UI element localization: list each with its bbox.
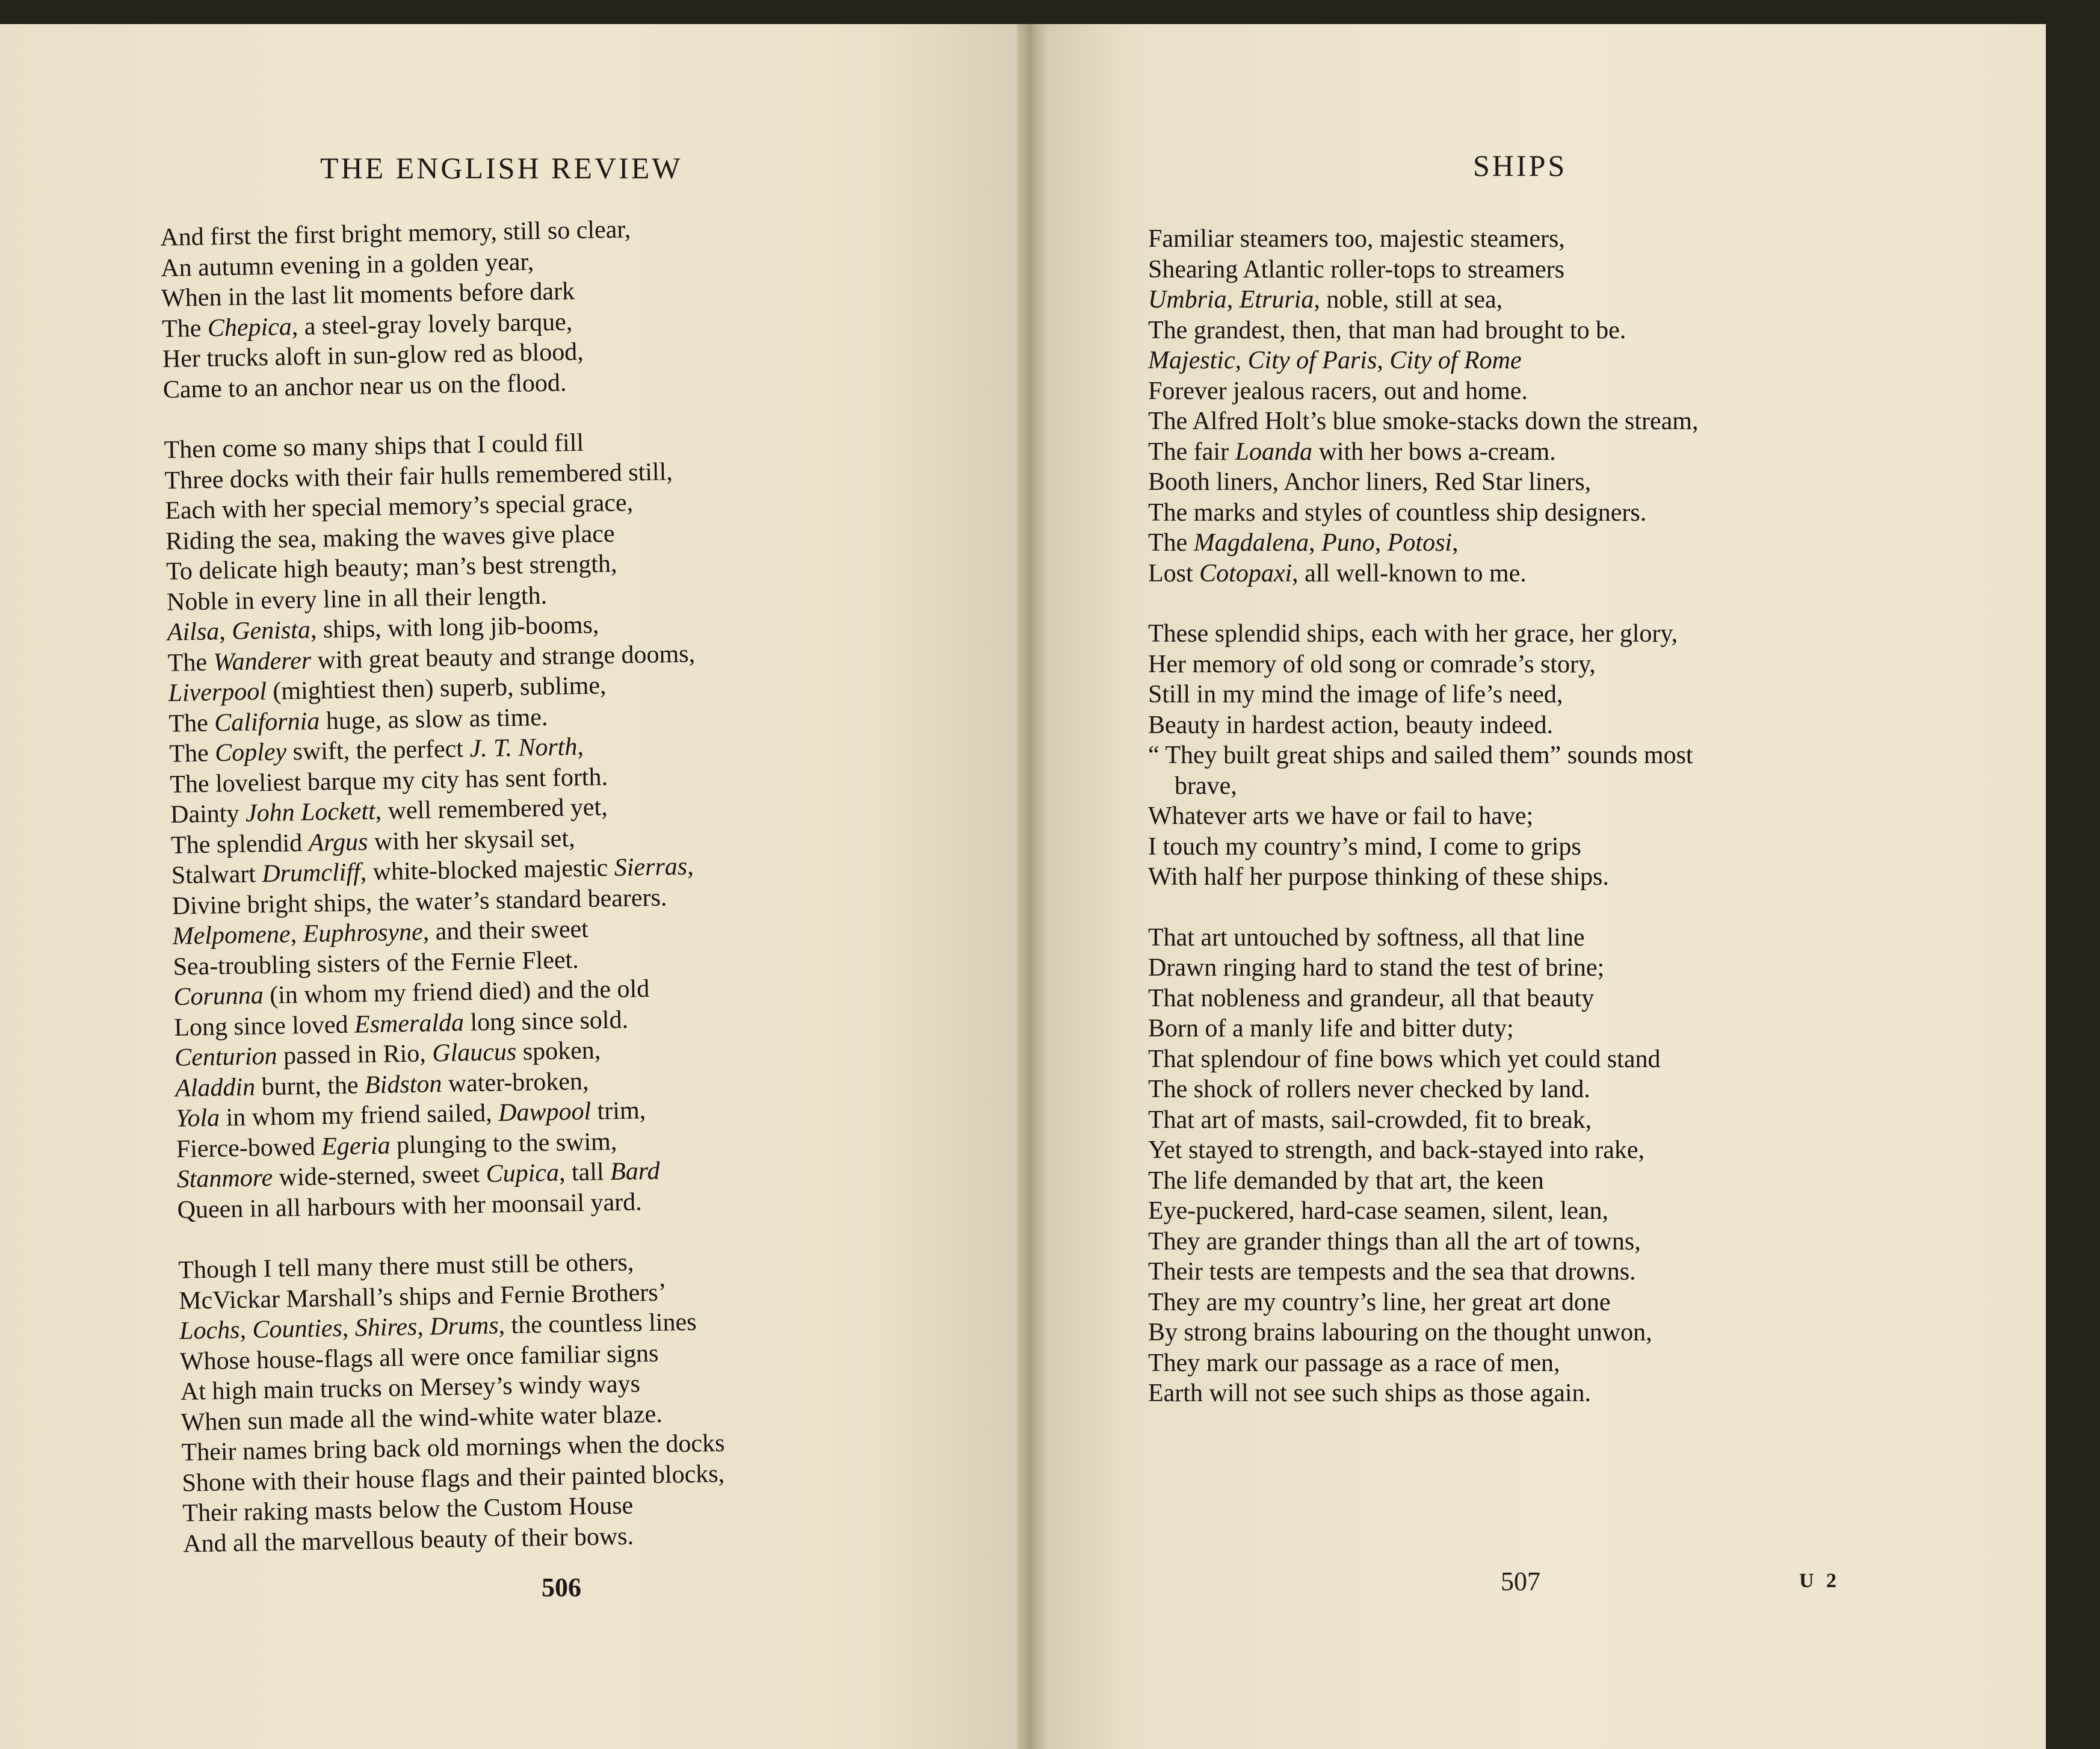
verse-line: With half her purpose thinking of these ships. bbox=[1148, 863, 1609, 891]
verse-line: Stalwart Drumcliff, white-blocked majestic Sierras, bbox=[171, 852, 694, 890]
verse-line: Born of a manly life and bitter duty; bbox=[1148, 1015, 1514, 1042]
verse-line: Aladdin burnt, the Bidston water-broken, bbox=[174, 1067, 589, 1103]
stanza bbox=[178, 1246, 726, 1559]
verse-line: Booth liners, Anchor liners, Red Star liners, bbox=[1148, 468, 1592, 496]
verse-line: Drawn ringing hard to stand the test of brine; bbox=[1148, 954, 1605, 982]
verse-line: Ailsa, Genista, ships, with long jib-booms, bbox=[167, 611, 599, 646]
verse-line: An autumn evening in a golden year, bbox=[160, 247, 534, 282]
verse-line: The Magdalena, Puno, Potosi, bbox=[1148, 529, 1459, 557]
running-head: SHIPS bbox=[1473, 149, 1567, 182]
verse-line: These splendid ships, each with her grace, her glory, bbox=[1148, 620, 1678, 648]
verse-line: Yet stayed to strength, and back-stayed into rake, bbox=[1148, 1136, 1645, 1164]
verse-line: That nobleness and grandeur, all that beauty bbox=[1148, 984, 1595, 1012]
verse-line: Three docks with their fair hulls remembered still, bbox=[164, 457, 673, 495]
verse-line: The Alfred Holt’s blue smoke-stacks down the stream, bbox=[1148, 407, 1699, 435]
verse-line: Each with her special memory’s special grace, bbox=[164, 489, 634, 525]
verse-line: Umbria, Etruria, noble, still at sea, bbox=[1148, 286, 1503, 314]
verse-line: Shearing Atlantic roller-tops to streamers bbox=[1148, 255, 1564, 283]
verse-line: Lochs, Counties, Shires, Drums, the countless lines bbox=[179, 1308, 697, 1345]
poem-text bbox=[1148, 224, 1698, 1409]
verse-line: Noble in every line in all their length. bbox=[166, 581, 548, 616]
verse-line: Shone with their house flags and their painted blocks, bbox=[182, 1460, 725, 1497]
verse-line: And first the first bright memory, still so clear, bbox=[160, 215, 631, 252]
verse-line: Queen in all harbours with her moonsail yard. bbox=[177, 1187, 643, 1224]
verse-line: Centurion passed in Rio, Glaucus spoken, bbox=[174, 1036, 601, 1072]
verse-line: “ They built great ships and sailed them” sounds most bbox=[1148, 741, 1693, 769]
book-gutter bbox=[1017, 24, 1047, 1749]
verse-line: McVickar Marshall’s ships and Fernie Brothers’ bbox=[178, 1278, 667, 1315]
verse-line: Long since loved Esmeralda long since sold. bbox=[173, 1006, 629, 1042]
verse-line: Yola in whom my friend sailed, Dawpool trim, bbox=[175, 1097, 646, 1133]
page-number: 506 bbox=[542, 1573, 581, 1602]
verse-line: Still in my mind the image of life’s need, bbox=[1148, 681, 1563, 708]
verse-line: Riding the sea, making the waves give place bbox=[165, 519, 615, 556]
verse-line: The fair Loanda with her bows a-cream. bbox=[1148, 438, 1556, 466]
verse-line: That art untouched by softness, all that line bbox=[1148, 923, 1585, 952]
verse-line: Majestic, City of Paris, City of Rome bbox=[1148, 347, 1522, 374]
verse-line: When sun made all the wind-white water blaze. bbox=[181, 1400, 663, 1437]
verse-line: Dainty John Lockett, well remembered yet, bbox=[170, 793, 608, 829]
verse-line: The California huge, as slow as time. bbox=[168, 703, 548, 738]
verse-line: Though I tell many there must still be others, bbox=[178, 1248, 634, 1284]
verse-line: Sea-troubling sisters of the Fernie Fleet. bbox=[173, 946, 579, 981]
page-number: 507 bbox=[1501, 1567, 1540, 1596]
verse-line: Familiar steamers too, majestic steamers, bbox=[1148, 225, 1565, 253]
verse-line: That art of masts, sail-crowded, fit to break, bbox=[1148, 1106, 1592, 1134]
verse-line: Whose house-flags all were once familiar signs bbox=[179, 1339, 659, 1376]
verse-line: To delicate high beauty; man’s best strength, bbox=[165, 549, 617, 586]
verse-line: Divine bright ships, the water’s standard bearers. bbox=[171, 883, 667, 920]
verse-line: They are grander things than all the art of towns, bbox=[1148, 1227, 1641, 1255]
verse-line: When in the last lit moments before dark bbox=[161, 277, 575, 312]
verse-line: Forever jealous racers, out and home. bbox=[1148, 377, 1528, 405]
verse-line: Melpomene, Euphrosyne, and their sweet bbox=[172, 915, 589, 950]
verse-line: The loveliest barque my city has sent forth. bbox=[169, 763, 608, 799]
poem-text bbox=[160, 213, 726, 1559]
verse-line: Her memory of old song or comrade’s story, bbox=[1148, 650, 1596, 678]
verse-line: Fierce-bowed Egeria plunging to the swim, bbox=[176, 1127, 617, 1163]
verse-line: The Chepica, a steel-gray lovely barque, bbox=[161, 308, 573, 343]
verse-line: Stanmore wide-sterned, sweet Cupica, tall Bard bbox=[176, 1157, 660, 1193]
verse-line: The splendid Argus with her skysail set, bbox=[170, 824, 575, 859]
verse-line: Eye-puckered, hard-case seamen, silent, lean, bbox=[1148, 1197, 1608, 1225]
verse-line: Whatever arts we have or fail to have; bbox=[1148, 802, 1534, 830]
right-page bbox=[1047, 24, 2046, 1749]
verse-line: The marks and styles of countless ship designers. bbox=[1148, 498, 1647, 527]
verse-line: The Copley swift, the perfect J. T. North, bbox=[169, 732, 584, 768]
stanza bbox=[1148, 923, 1698, 1409]
verse-line: At high main trucks on Mersey’s windy ways bbox=[180, 1370, 641, 1406]
left-page bbox=[0, 24, 1017, 1749]
running-head: THE ENGLISH REVIEW bbox=[320, 151, 683, 185]
verse-line: Then come so many ships that I could fill bbox=[164, 429, 584, 464]
stanza bbox=[1148, 619, 1698, 893]
verse-line: They mark our passage as a race of men, bbox=[1148, 1349, 1560, 1377]
verse-line: By strong brains labouring on the thought unwon, bbox=[1148, 1319, 1652, 1346]
verse-line: I touch my country’s mind, I come to grips bbox=[1148, 832, 1581, 861]
verse-line: Their names bring back old mornings when the docks bbox=[181, 1429, 725, 1467]
verse-line: The life demanded by that art, the keen bbox=[1148, 1166, 1544, 1195]
verse-line: brave, bbox=[1175, 772, 1237, 800]
stanza bbox=[160, 213, 706, 405]
verse-line: The shock of rollers never checked by land. bbox=[1148, 1076, 1590, 1103]
verse-line: Liverpool (mightiest then) superb, sublime, bbox=[168, 672, 607, 707]
verse-line: The Wanderer with great beauty and strange dooms, bbox=[167, 640, 696, 677]
stanza bbox=[164, 426, 721, 1225]
verse-line: Came to an anchor near us on the flood. bbox=[162, 368, 567, 404]
verse-line: Earth will not see such ships as those again. bbox=[1148, 1379, 1592, 1407]
verse-line: Their raking masts below the Custom House bbox=[182, 1491, 634, 1528]
verse-line: They are my country’s line, her great art done bbox=[1148, 1288, 1611, 1316]
verse-line: Lost Cotopaxi, all well-known to me. bbox=[1148, 559, 1527, 587]
verse-line: Beauty in hardest action, beauty indeed. bbox=[1148, 711, 1553, 739]
verse-line: Their tests are tempests and the sea that drowns. bbox=[1148, 1258, 1636, 1286]
signature-mark: U 2 bbox=[1799, 1570, 1841, 1592]
verse-line: Her trucks aloft in sun-glow red as blood, bbox=[162, 338, 584, 373]
stanza bbox=[1148, 224, 1698, 589]
verse-line: And all the marvellous beauty of their bows. bbox=[182, 1522, 634, 1558]
verse-line: The grandest, then, that man had brought to be. bbox=[1148, 316, 1626, 344]
verse-line: Corunna (in whom my friend died) and the old bbox=[173, 975, 650, 1011]
verse-line: That splendour of fine bows which yet could stand bbox=[1148, 1045, 1661, 1073]
